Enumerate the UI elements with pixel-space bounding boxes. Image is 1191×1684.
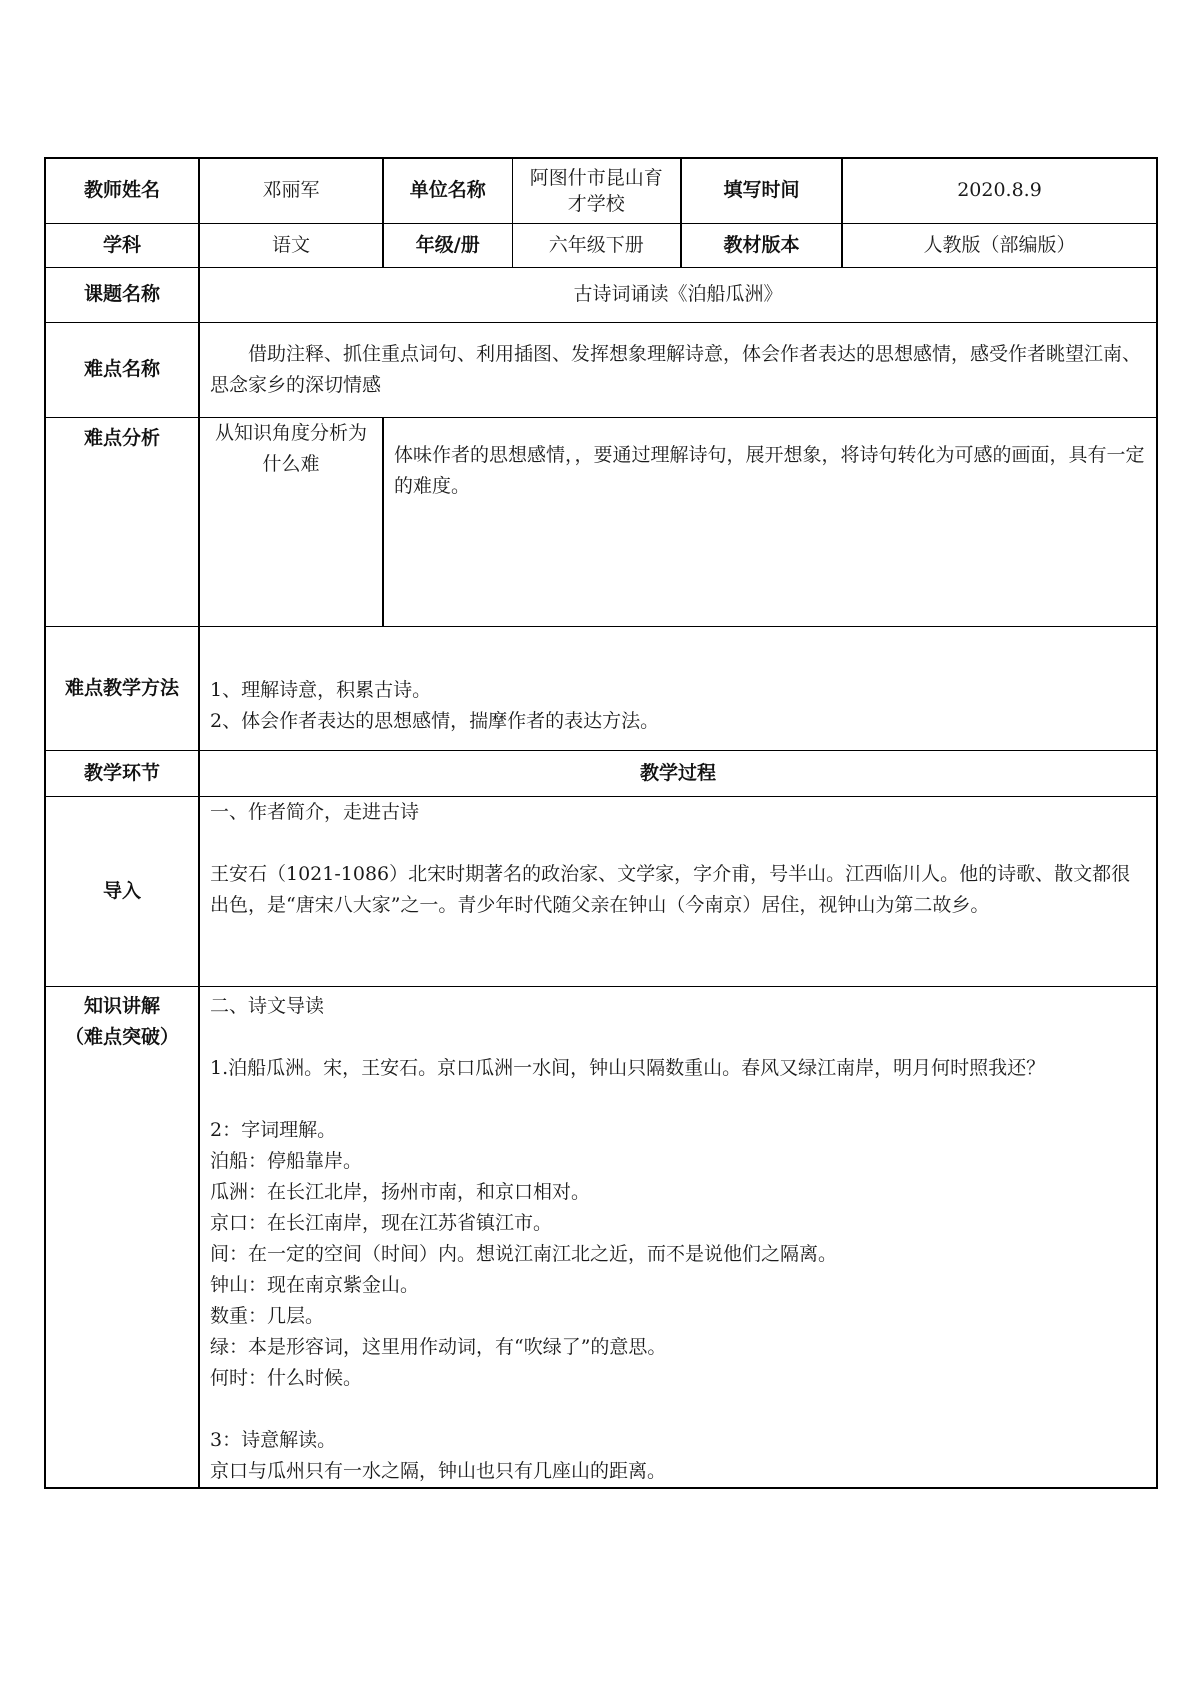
vocab-item: 何时：什么时候。 xyxy=(210,1366,363,1389)
date-label: 填写时间 xyxy=(681,158,842,223)
knowledge-label-line2: （难点突破） xyxy=(64,1025,179,1048)
teacher-value: 邓丽军 xyxy=(199,158,383,223)
vocab-item: 间：在一定的空间（时间）内。想说江南江北之近，而不是说他们之隔离。 xyxy=(210,1242,838,1265)
row-difficulty xyxy=(45,322,1157,417)
knowledge-label xyxy=(45,986,199,1488)
row-analysis xyxy=(45,417,1157,626)
intro-heading: 一、作者简介，走进古诗 xyxy=(210,800,420,823)
row-teacher xyxy=(45,158,1157,223)
unit-label: 单位名称 xyxy=(383,158,512,223)
method-content xyxy=(199,626,1157,750)
method-label: 难点教学方法 xyxy=(45,626,199,750)
edition-label: 教材版本 xyxy=(681,223,842,267)
analysis-sub-label: 从知识角度分析为什么难 xyxy=(199,417,383,626)
vocab-item: 京口：在长江南岸，现在江苏省镇江市。 xyxy=(210,1211,553,1234)
knowledge-heading: 二、诗文导读 xyxy=(210,994,325,1017)
intro-label: 导入 xyxy=(45,796,199,986)
vocab-title: 2：字词理解。 xyxy=(210,1118,337,1141)
analysis-label: 难点分析 xyxy=(45,417,199,626)
intro-text: 王安石（1021-1086）北宋时期著名的政治家、文学家，字介甫，号半山。江西临川人。他的诗歌、散文都很出色，是“唐宋八大家”之一。青少年时代随父亲在钟山（今南京）居住，视钟山为第二故乡。 xyxy=(210,862,1131,916)
vocab-item: 钟山：现在南京紫金山。 xyxy=(210,1273,420,1296)
method-line: 2、体会作者表达的思想感情，揣摩作者的表达方法。 xyxy=(210,710,660,732)
meaning-title: 3：诗意解读。 xyxy=(210,1428,337,1451)
row-process-header xyxy=(45,750,1157,796)
knowledge-content xyxy=(199,986,1157,1488)
lesson-plan-page xyxy=(44,157,1156,1489)
vocab-item: 数重：几层。 xyxy=(210,1304,325,1327)
teacher-label: 教师姓名 xyxy=(45,158,199,223)
vocab-item: 泊船：停船靠岸。 xyxy=(210,1149,363,1172)
date-value: 2020.8.9 xyxy=(842,158,1157,223)
process-header: 教学过程 xyxy=(199,750,1157,796)
topic-value: 古诗词诵读《泊船瓜洲》 xyxy=(199,267,1157,322)
difficulty-value: 借助注释、抓住重点词句、利用插图、发挥想象理解诗意，体会作者表达的思想感情，感受作者眺望江南、思念家乡的深切情感 xyxy=(199,322,1157,417)
knowledge-label-line1: 知识讲解 xyxy=(83,994,160,1017)
stage-header: 教学环节 xyxy=(45,750,199,796)
vocab-item: 瓜洲：在长江北岸，扬州市南，和京口相对。 xyxy=(210,1180,591,1203)
topic-label: 课题名称 xyxy=(45,267,199,322)
unit-value: 阿图什市昆山育才学校 xyxy=(512,158,681,223)
row-knowledge xyxy=(45,986,1157,1488)
row-intro xyxy=(45,796,1157,986)
vocab-item: 绿：本是形容词，这里用作动词，有“吹绿了”的意思。 xyxy=(210,1335,667,1358)
row-subject xyxy=(45,223,1157,267)
intro-content xyxy=(199,796,1157,986)
difficulty-label: 难点名称 xyxy=(45,322,199,417)
analysis-value: 体味作者的思想感情，，要通过理解诗句，展开想象，将诗句转化为可感的画面，具有一定的难度。 xyxy=(383,417,1157,626)
subject-value: 语文 xyxy=(199,223,383,267)
row-topic xyxy=(45,267,1157,322)
subject-label: 学科 xyxy=(45,223,199,267)
lesson-plan-table xyxy=(44,157,1158,1489)
meaning-text: 京口与瓜州只有一水之隔，钟山也只有几座山的距离。 xyxy=(210,1459,667,1482)
grade-label: 年级/册 xyxy=(383,223,512,267)
row-method xyxy=(45,626,1157,750)
grade-value: 六年级下册 xyxy=(512,223,681,267)
poem-text: 1.泊船瓜洲。宋，王安石。京口瓜洲一水间，钟山只隔数重山。春风又绿江南岸，明月何时照我还？ xyxy=(210,1056,1046,1079)
edition-value: 人教版（部编版） xyxy=(842,223,1157,267)
method-line: 1、理解诗意，积累古诗。 xyxy=(210,679,432,701)
